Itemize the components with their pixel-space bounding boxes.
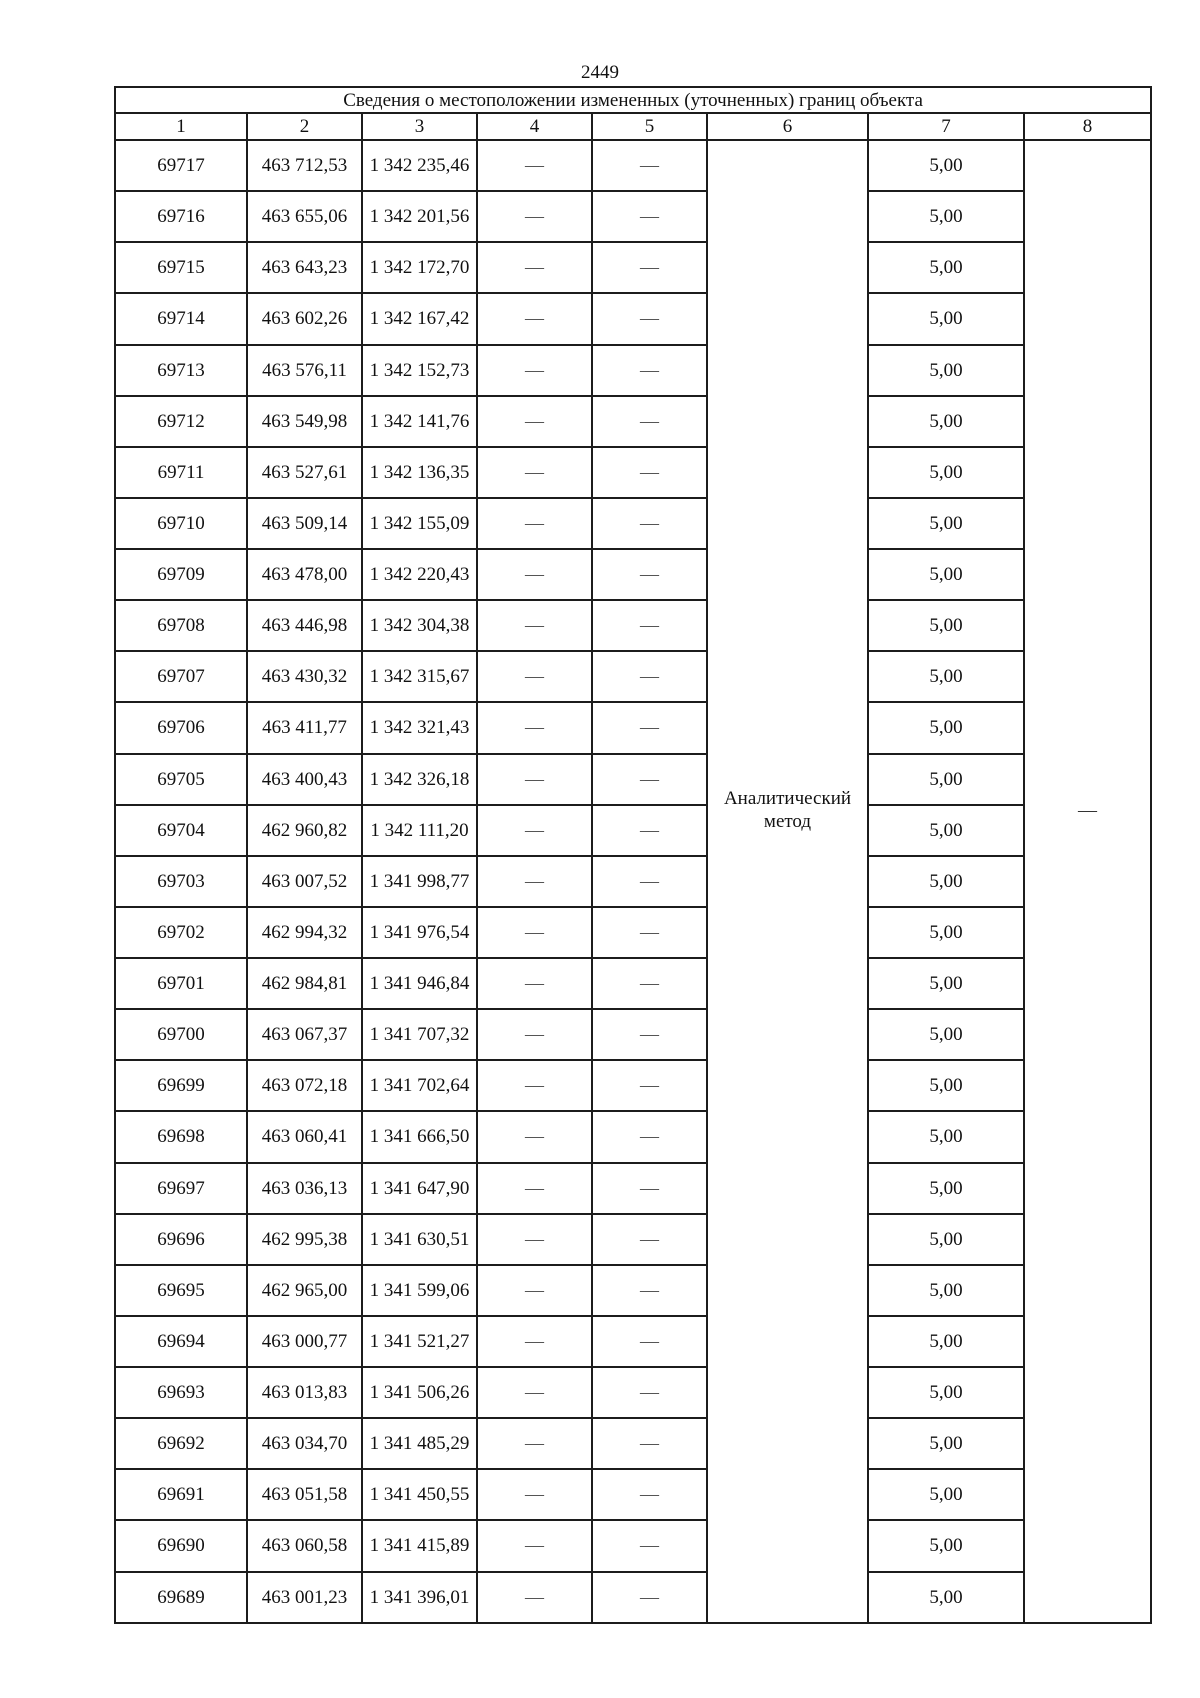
table-row xyxy=(115,1316,1151,1367)
column-3-cell: 1 341 415,89 xyxy=(362,1520,477,1571)
point-number-cell: 69704 xyxy=(115,805,247,856)
column-5-cell: — xyxy=(592,856,707,907)
column-3-cell: 1 342 172,70 xyxy=(362,242,477,293)
column-3-cell: 1 341 506,26 xyxy=(362,1367,477,1418)
column-7-cell: 5,00 xyxy=(868,600,1024,651)
column-7-cell: 5,00 xyxy=(868,1520,1024,1571)
point-number-cell: 69694 xyxy=(115,1316,247,1367)
table-row xyxy=(115,702,1151,753)
column-number-header: 6 xyxy=(707,113,868,140)
table-row xyxy=(115,754,1151,805)
point-number-cell: 69706 xyxy=(115,702,247,753)
table-row xyxy=(115,1060,1151,1111)
column-2-cell: 463 643,23 xyxy=(247,242,362,293)
column-5-cell: — xyxy=(592,1367,707,1418)
column-2-cell: 463 411,77 xyxy=(247,702,362,753)
column-7-cell: 5,00 xyxy=(868,1316,1024,1367)
column-2-cell: 462 960,82 xyxy=(247,805,362,856)
column-5-cell: — xyxy=(592,549,707,600)
column-2-cell: 463 549,98 xyxy=(247,396,362,447)
column-4-cell: — xyxy=(477,754,592,805)
column-4-cell: — xyxy=(477,396,592,447)
point-number-cell: 69690 xyxy=(115,1520,247,1571)
column-2-cell: 463 051,58 xyxy=(247,1469,362,1520)
column-2-cell: 463 400,43 xyxy=(247,754,362,805)
column-5-cell: — xyxy=(592,1418,707,1469)
point-number-cell: 69697 xyxy=(115,1163,247,1214)
column-7-cell: 5,00 xyxy=(868,447,1024,498)
table-row xyxy=(115,1111,1151,1162)
table-row xyxy=(115,396,1151,447)
column-4-cell: — xyxy=(477,958,592,1009)
column-2-cell: 462 965,00 xyxy=(247,1265,362,1316)
table-title: Сведения о местоположении измененных (уточненных) границ объекта xyxy=(115,87,1151,113)
column-3-cell: 1 342 136,35 xyxy=(362,447,477,498)
column-2-cell: 463 060,41 xyxy=(247,1111,362,1162)
column-7-cell: 5,00 xyxy=(868,498,1024,549)
column-7-cell: 5,00 xyxy=(868,191,1024,242)
table-row xyxy=(115,600,1151,651)
column-4-cell: — xyxy=(477,907,592,958)
column-2-cell: 463 478,00 xyxy=(247,549,362,600)
column-7-cell: 5,00 xyxy=(868,958,1024,1009)
column-number-header: 2 xyxy=(247,113,362,140)
column-3-cell: 1 341 946,84 xyxy=(362,958,477,1009)
column-4-cell: — xyxy=(477,140,592,191)
column-7-cell: 5,00 xyxy=(868,140,1024,191)
column-number-header: 8 xyxy=(1024,113,1151,140)
column-7-cell: 5,00 xyxy=(868,396,1024,447)
column-4-cell: — xyxy=(477,242,592,293)
table-row xyxy=(115,498,1151,549)
column-4-cell: — xyxy=(477,1111,592,1162)
table-row xyxy=(115,293,1151,344)
point-number-cell: 69702 xyxy=(115,907,247,958)
table-body xyxy=(115,140,1151,1623)
column-5-cell: — xyxy=(592,242,707,293)
column-2-cell: 463 446,98 xyxy=(247,600,362,651)
table-row xyxy=(115,805,1151,856)
column-4-cell: — xyxy=(477,549,592,600)
column-5-cell: — xyxy=(592,1265,707,1316)
column-4-cell: — xyxy=(477,1060,592,1111)
point-number-cell: 69696 xyxy=(115,1214,247,1265)
point-number-cell: 69711 xyxy=(115,447,247,498)
column-5-cell: — xyxy=(592,1572,707,1623)
column-2-cell: 462 995,38 xyxy=(247,1214,362,1265)
column-8-cell: — xyxy=(1024,140,1151,1623)
column-7-cell: 5,00 xyxy=(868,1111,1024,1162)
column-5-cell: — xyxy=(592,293,707,344)
point-number-cell: 69693 xyxy=(115,1367,247,1418)
column-5-cell: — xyxy=(592,651,707,702)
column-3-cell: 1 341 707,32 xyxy=(362,1009,477,1060)
column-7-cell: 5,00 xyxy=(868,1009,1024,1060)
point-number-cell: 69717 xyxy=(115,140,247,191)
column-5-cell: — xyxy=(592,1316,707,1367)
point-number-cell: 69714 xyxy=(115,293,247,344)
boundary-table xyxy=(114,86,1152,1624)
column-5-cell: — xyxy=(592,1520,707,1571)
column-7-cell: 5,00 xyxy=(868,702,1024,753)
column-5-cell: — xyxy=(592,140,707,191)
column-2-cell: 463 430,32 xyxy=(247,651,362,702)
column-5-cell: — xyxy=(592,702,707,753)
column-5-cell: — xyxy=(592,498,707,549)
column-2-cell: 463 576,11 xyxy=(247,345,362,396)
column-4-cell: — xyxy=(477,1469,592,1520)
column-7-cell: 5,00 xyxy=(868,856,1024,907)
column-5-cell: — xyxy=(592,958,707,1009)
column-7-cell: 5,00 xyxy=(868,293,1024,344)
table-row xyxy=(115,1520,1151,1571)
column-4-cell: — xyxy=(477,1572,592,1623)
page-number: 2449 xyxy=(581,62,619,83)
column-7-cell: 5,00 xyxy=(868,1060,1024,1111)
column-5-cell: — xyxy=(592,1009,707,1060)
column-3-cell: 1 342 111,20 xyxy=(362,805,477,856)
table-row xyxy=(115,1265,1151,1316)
column-5-cell: — xyxy=(592,191,707,242)
column-4-cell: — xyxy=(477,1520,592,1571)
column-7-cell: 5,00 xyxy=(868,1214,1024,1265)
column-2-cell: 463 509,14 xyxy=(247,498,362,549)
method-cell: Аналитический метод xyxy=(707,140,868,1623)
table-row xyxy=(115,447,1151,498)
column-5-cell: — xyxy=(592,1469,707,1520)
table-row xyxy=(115,907,1151,958)
column-7-cell: 5,00 xyxy=(868,1367,1024,1418)
column-number-header: 5 xyxy=(592,113,707,140)
column-5-cell: — xyxy=(592,805,707,856)
column-3-cell: 1 341 599,06 xyxy=(362,1265,477,1316)
column-4-cell: — xyxy=(477,1163,592,1214)
table-row xyxy=(115,856,1151,907)
column-3-cell: 1 342 304,38 xyxy=(362,600,477,651)
column-7-cell: 5,00 xyxy=(868,1572,1024,1623)
point-number-cell: 69710 xyxy=(115,498,247,549)
column-5-cell: — xyxy=(592,1060,707,1111)
point-number-cell: 69715 xyxy=(115,242,247,293)
column-3-cell: 1 342 321,43 xyxy=(362,702,477,753)
point-number-cell: 69705 xyxy=(115,754,247,805)
column-2-cell: 463 034,70 xyxy=(247,1418,362,1469)
point-number-cell: 69713 xyxy=(115,345,247,396)
column-4-cell: — xyxy=(477,1418,592,1469)
table-row xyxy=(115,345,1151,396)
column-7-cell: 5,00 xyxy=(868,907,1024,958)
column-4-cell: — xyxy=(477,600,592,651)
column-2-cell: 463 655,06 xyxy=(247,191,362,242)
column-7-cell: 5,00 xyxy=(868,1469,1024,1520)
point-number-cell: 69701 xyxy=(115,958,247,1009)
column-3-cell: 1 342 235,46 xyxy=(362,140,477,191)
column-2-cell: 463 602,26 xyxy=(247,293,362,344)
column-3-cell: 1 342 220,43 xyxy=(362,549,477,600)
point-number-cell: 69712 xyxy=(115,396,247,447)
column-4-cell: — xyxy=(477,856,592,907)
column-5-cell: — xyxy=(592,907,707,958)
column-7-cell: 5,00 xyxy=(868,345,1024,396)
column-4-cell: — xyxy=(477,1265,592,1316)
table-row xyxy=(115,549,1151,600)
column-7-cell: 5,00 xyxy=(868,754,1024,805)
column-4-cell: — xyxy=(477,1009,592,1060)
column-3-cell: 1 342 201,56 xyxy=(362,191,477,242)
point-number-cell: 69709 xyxy=(115,549,247,600)
column-4-cell: — xyxy=(477,1367,592,1418)
point-number-cell: 69689 xyxy=(115,1572,247,1623)
column-3-cell: 1 341 485,29 xyxy=(362,1418,477,1469)
point-number-cell: 69695 xyxy=(115,1265,247,1316)
column-7-cell: 5,00 xyxy=(868,549,1024,600)
column-3-cell: 1 342 326,18 xyxy=(362,754,477,805)
column-3-cell: 1 341 630,51 xyxy=(362,1214,477,1265)
column-5-cell: — xyxy=(592,1214,707,1265)
point-number-cell: 69708 xyxy=(115,600,247,651)
column-5-cell: — xyxy=(592,396,707,447)
column-4-cell: — xyxy=(477,805,592,856)
column-4-cell: — xyxy=(477,1214,592,1265)
column-2-cell: 463 013,83 xyxy=(247,1367,362,1418)
column-7-cell: 5,00 xyxy=(868,1265,1024,1316)
column-4-cell: — xyxy=(477,651,592,702)
column-3-cell: 1 341 396,01 xyxy=(362,1572,477,1623)
table-row xyxy=(115,1469,1151,1520)
table-row xyxy=(115,242,1151,293)
column-5-cell: — xyxy=(592,1111,707,1162)
table-row xyxy=(115,958,1151,1009)
column-2-cell: 463 060,58 xyxy=(247,1520,362,1571)
point-number-cell: 69698 xyxy=(115,1111,247,1162)
column-3-cell: 1 341 702,64 xyxy=(362,1060,477,1111)
column-2-cell: 462 994,32 xyxy=(247,907,362,958)
column-3-cell: 1 341 666,50 xyxy=(362,1111,477,1162)
column-4-cell: — xyxy=(477,447,592,498)
column-number-header: 4 xyxy=(477,113,592,140)
column-3-cell: 1 341 976,54 xyxy=(362,907,477,958)
column-7-cell: 5,00 xyxy=(868,242,1024,293)
point-number-cell: 69699 xyxy=(115,1060,247,1111)
column-4-cell: — xyxy=(477,1316,592,1367)
column-5-cell: — xyxy=(592,754,707,805)
point-number-cell: 69700 xyxy=(115,1009,247,1060)
table-row xyxy=(115,1214,1151,1265)
column-2-cell: 463 067,37 xyxy=(247,1009,362,1060)
column-3-cell: 1 342 167,42 xyxy=(362,293,477,344)
column-2-cell: 463 000,77 xyxy=(247,1316,362,1367)
column-7-cell: 5,00 xyxy=(868,651,1024,702)
point-number-cell: 69707 xyxy=(115,651,247,702)
table-title-row xyxy=(115,87,1151,113)
point-number-cell: 69716 xyxy=(115,191,247,242)
column-3-cell: 1 342 315,67 xyxy=(362,651,477,702)
column-3-cell: 1 341 647,90 xyxy=(362,1163,477,1214)
column-5-cell: — xyxy=(592,447,707,498)
table-row xyxy=(115,191,1151,242)
column-4-cell: — xyxy=(477,498,592,549)
column-5-cell: — xyxy=(592,345,707,396)
column-7-cell: 5,00 xyxy=(868,1163,1024,1214)
table-row xyxy=(115,1009,1151,1060)
column-2-cell: 463 712,53 xyxy=(247,140,362,191)
column-5-cell: — xyxy=(592,1163,707,1214)
column-7-cell: 5,00 xyxy=(868,805,1024,856)
column-3-cell: 1 342 141,76 xyxy=(362,396,477,447)
column-number-header: 1 xyxy=(115,113,247,140)
column-3-cell: 1 342 152,73 xyxy=(362,345,477,396)
column-number-row xyxy=(115,113,1151,140)
table-row xyxy=(115,1572,1151,1623)
column-3-cell: 1 341 450,55 xyxy=(362,1469,477,1520)
column-2-cell: 463 036,13 xyxy=(247,1163,362,1214)
column-2-cell: 463 072,18 xyxy=(247,1060,362,1111)
column-4-cell: — xyxy=(477,293,592,344)
column-2-cell: 462 984,81 xyxy=(247,958,362,1009)
point-number-cell: 69691 xyxy=(115,1469,247,1520)
column-4-cell: — xyxy=(477,345,592,396)
table-row xyxy=(115,1163,1151,1214)
column-5-cell: — xyxy=(592,600,707,651)
table-row xyxy=(115,1367,1151,1418)
column-number-header: 7 xyxy=(868,113,1024,140)
column-7-cell: 5,00 xyxy=(868,1418,1024,1469)
column-2-cell: 463 527,61 xyxy=(247,447,362,498)
column-number-header: 3 xyxy=(362,113,477,140)
column-3-cell: 1 341 521,27 xyxy=(362,1316,477,1367)
column-2-cell: 463 001,23 xyxy=(247,1572,362,1623)
table-row xyxy=(115,651,1151,702)
column-3-cell: 1 341 998,77 xyxy=(362,856,477,907)
column-2-cell: 463 007,52 xyxy=(247,856,362,907)
table-row xyxy=(115,140,1151,191)
point-number-cell: 69703 xyxy=(115,856,247,907)
column-4-cell: — xyxy=(477,191,592,242)
column-3-cell: 1 342 155,09 xyxy=(362,498,477,549)
table-row xyxy=(115,1418,1151,1469)
point-number-cell: 69692 xyxy=(115,1418,247,1469)
column-4-cell: — xyxy=(477,702,592,753)
